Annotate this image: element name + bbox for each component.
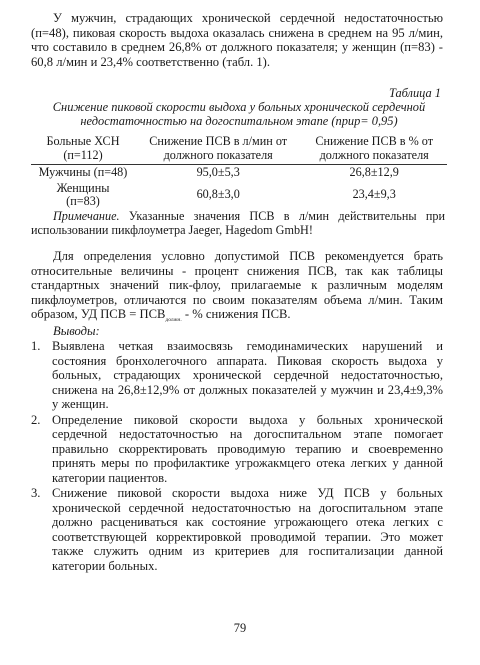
table-header-row: [31, 135, 447, 165]
list-item-text: Снижение пиковой скорости выдоха ниже УД ПСВ у больных хронической сердечной недостаточностью на догоспитальном этапе должно расцениваться как состояние угрожающего отека легких с соответствующей корректировкой проводимой терапии. Это может также служить одним из критериев для госпитализации данной категории больных.: [52, 486, 443, 573]
list-item-text: Выявлена четкая взаимосвязь гемодинамических нарушений и состояния бронхолегочного аппарата. Пиковая скорость выдоха у больных, страдающих хронической сердечной недостаточностью, снижена на 26,8±12,9% от должных показателей у мужчин и 23,4±9,3% у женщин.: [52, 339, 443, 411]
conclusions-list: [31, 339, 443, 574]
paragraph-2-subscript: должн.: [165, 317, 182, 323]
note-label: Примечание.: [53, 209, 120, 223]
table-label: Таблица 1: [389, 86, 441, 100]
paragraph-2-text: Для определения условно допустимой ПСВ рекомендуется брать относительные величины - процент снижения ПСВ, так как таблицы стандартных значений пик-флоу, прилагаемые к различным моделям пикфлоуметров, отличаются по своим показателям объема л/мин. Таким образом, УД ПСВ = ПСВ: [31, 249, 443, 321]
conclusions-heading: Выводы:: [53, 324, 100, 338]
table-note: [31, 209, 445, 237]
intro-paragraph: У мужчин, страдающих хронической сердечной недостаточностью (п=48), пиковая скорость выдоха оказалась снижена в среднем на 95 л/мин, что составило в среднем 26,8% от должного показателя; у женщин (п=83) - 60,8 л/мин и 23,4% соответственно (табл. 1).: [31, 11, 443, 69]
table-cell: 60,8±3,0: [196, 187, 240, 202]
table-cell: 95,0±5,3: [196, 165, 240, 179]
list-item: [31, 339, 443, 412]
paragraph-2-suffix: - % снижения ПСВ.: [181, 307, 291, 321]
table-cell: Женщины (п=83): [56, 180, 110, 208]
list-item-number: 3.: [31, 486, 41, 500]
page-number: 79: [233, 621, 247, 635]
table-cell: Мужчины (п=48): [38, 165, 128, 179]
list-item-number: 1.: [31, 339, 41, 353]
table-header-cell: Снижение ПСВ в % от должного показателя: [315, 134, 434, 162]
table-row: [31, 181, 447, 210]
note-text: Указанные значения ПСВ в л/мин действительны при использовании пикфлоуметра Jaeger, Hagedom GmbH!: [31, 209, 445, 237]
list-item: [31, 413, 443, 486]
paragraph-2: [31, 249, 443, 322]
table-header-cell: Снижение ПСВ в л/мин от должного показателя: [149, 134, 288, 162]
table-header-cell: Больные ХСН (п=112): [46, 134, 120, 162]
table-title: Снижение пиковой скорости выдоха у больных хронической сердечной недостаточностью на догоспитальном этапе (прир= 0,95): [52, 100, 426, 128]
list-item: [31, 486, 443, 573]
list-item-text: Определение пиковой скорости выдоха у больных хронической сердечной недостаточностью на догоспитальном этапе помогает правильно скорректировать проводимую терапию и своевременно принять меры по профилактике угрожакмцего отека легких у данной категории пациентов.: [52, 412, 443, 485]
list-item-number: 2.: [31, 412, 41, 427]
table-cell: 26,8±12,9: [349, 165, 399, 179]
data-table: [31, 135, 447, 210]
table-cell: 23,4±9,3: [352, 187, 396, 202]
table-row: [31, 165, 447, 181]
